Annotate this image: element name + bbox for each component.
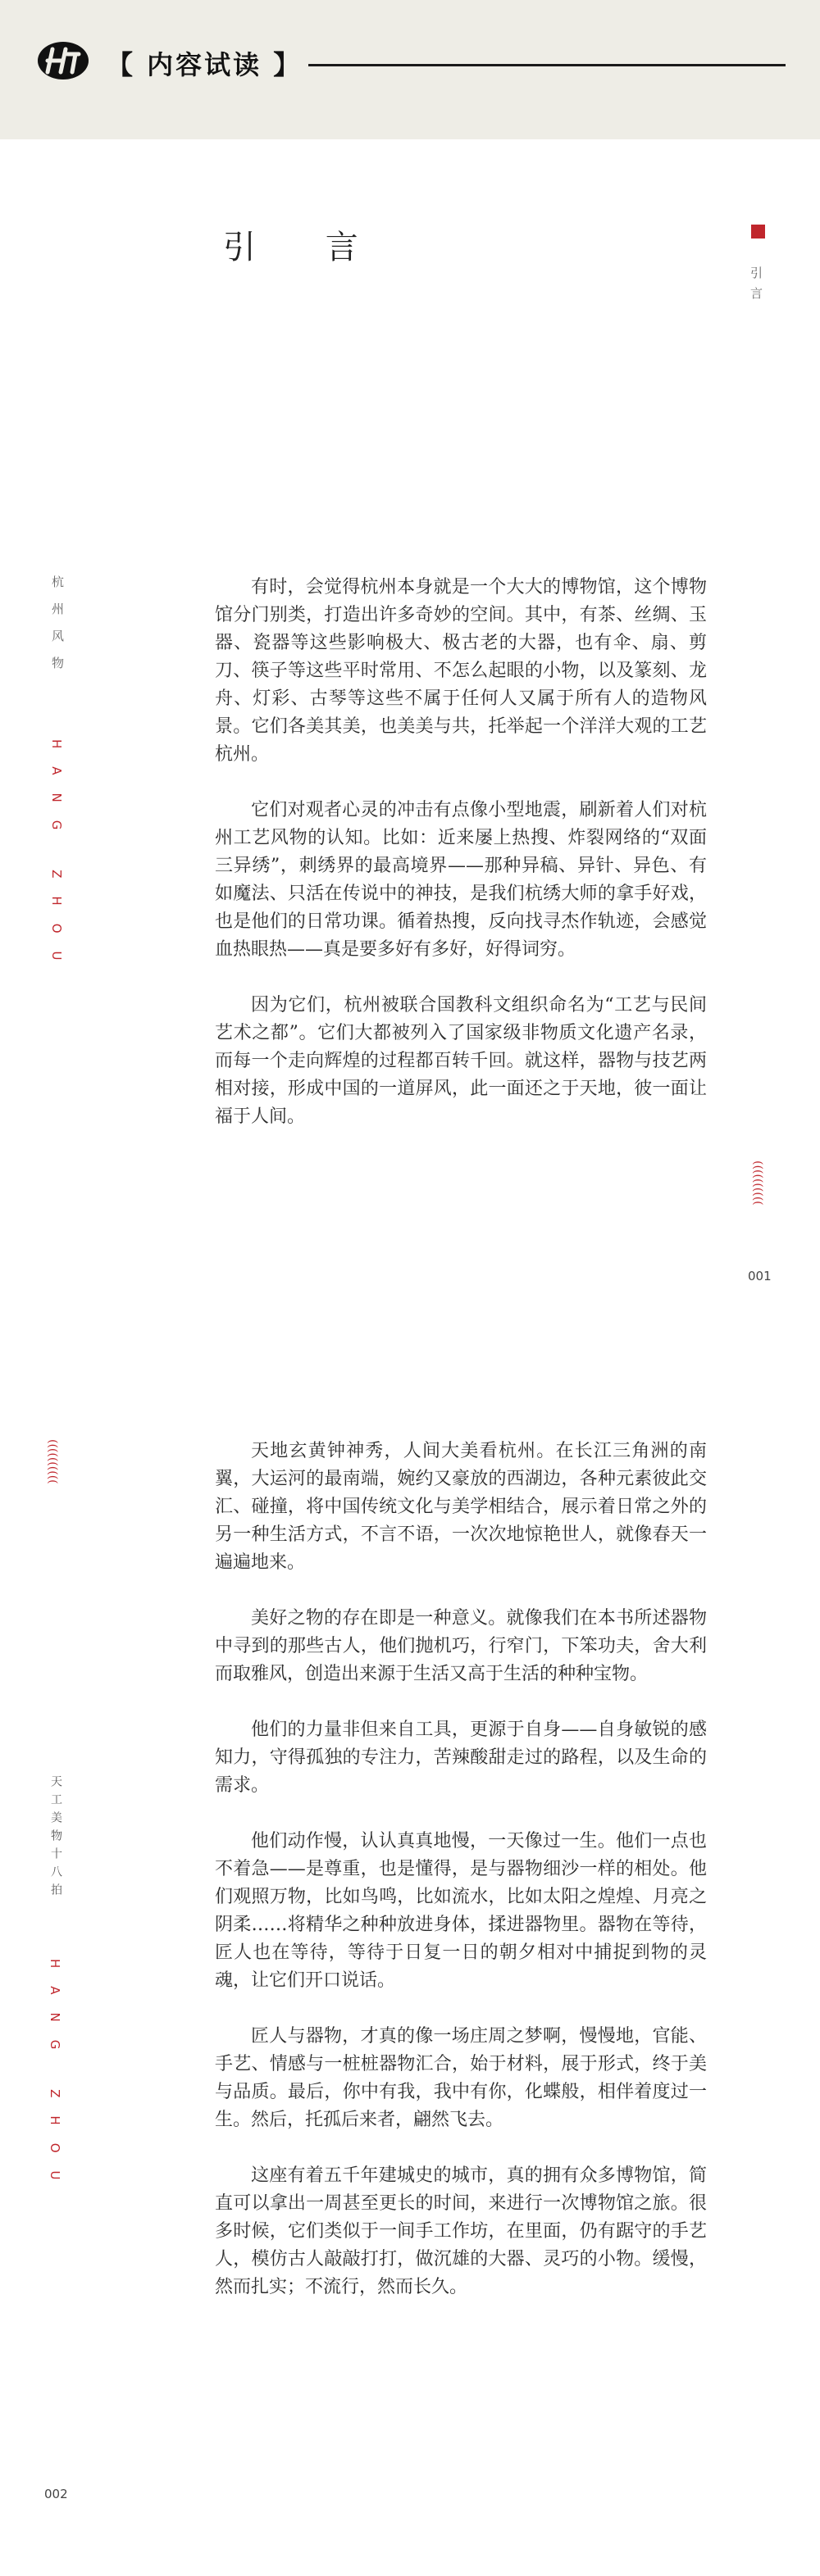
page1-body	[215, 574, 707, 1159]
paragraph: 这座有着五千年建城史的城市，真的拥有众多博物馆，简直可以拿出一周甚至更长的时间，来进行一次博物馆之旅。很多时候，它们类似于一间手工作坊，在里面，仍有踞守的手艺人，模仿古人敲敲打打，做沉雄的大器、灵巧的小物。缓慢，然而扎实；不流行，然而长久。	[215, 2165, 707, 2297]
running-header-left-en: HANG ZHOU	[48, 1959, 62, 2198]
running-header-right: 引言	[749, 266, 763, 307]
paragraph: 他们的力量非但来自工具，更源于自身——自身敏锐的感知力，守得孤独的专注力，苦辣酸甜走过的路程，以及生命的需求。	[215, 1720, 707, 1796]
header-divider	[308, 64, 786, 66]
paragraph: 有时，会觉得杭州本身就是一个大大的博物馆，这个博物馆分门别类，打造出许多奇妙的空间。其中，有茶、丝绸、玉器、瓷器等这些影响极大、极古老的大器，也有伞、扇、剪刀、筷子等这些平时常用、不怎么起眼的小物，以及篆刻、龙舟、灯彩、古琴等这些不属于任何人又属于所有人的造物风景。它们各美其美，也美美与共，托举起一个洋洋大观的工艺杭州。	[215, 577, 707, 765]
running-header-left-en: HANG ZHOU	[49, 739, 64, 979]
page2-body	[215, 1438, 707, 2329]
page-number: 001	[748, 1269, 772, 1283]
brand-logo-icon	[36, 39, 90, 82]
decorative-marks-right: ((((((((((	[751, 1161, 764, 1206]
running-header-left: 杭州风物	[50, 575, 65, 684]
red-square-icon	[751, 225, 765, 239]
page-number: 002	[44, 2487, 68, 2501]
running-header-left: 天工美物十八拍	[49, 1775, 62, 1901]
section-title: 【 内容试读 】	[107, 49, 303, 80]
paragraph: 他们动作慢，认认真真地慢，一天像过一生。他们一点也不着急——是尊重，也是懂得，是与器物细沙一样的相处。他们观照万物，比如鸟鸣，比如流水，比如太阳之煌煌、月亮之阴柔……将精华之种种放进身体，揉进器物里。器物在等待，匠人也在等待，等待于日复一日的朝夕相对中捕捉到物的灵魂，让它们开口说话。	[215, 1831, 707, 1991]
header-bar	[0, 0, 820, 139]
paragraph: 它们对观者心灵的冲击有点像小型地震，刷新着人们对杭州工艺风物的认知。比如：近来屡上热搜、炸裂网络的“双面三异绣”，刺绣界的最高境界——那种异稿、异针、异色、有如魔法、只活在传说中的神技，是我们杭绣大师的拿手好戏，也是他们的日常功课。循着热搜，反向找寻杰作轨迹，会感觉血热眼热——真是要多好有多好，好得词穷。	[215, 800, 707, 960]
chapter-title: 引 言	[223, 229, 388, 266]
decorative-marks-left: ((((((((((	[46, 1439, 59, 1484]
paragraph: 美好之物的存在即是一种意义。就像我们在本书所述器物中寻到的那些古人，他们抛机巧，行窄门，下笨功夫，舍大利而取雅风，创造出来源于生活又高于生活的种种宝物。	[215, 1608, 707, 1684]
paragraph: 因为它们，杭州被联合国教科文组织命名为“工艺与民间艺术之都”。它们大都被列入了国家级非物质文化遗产名录，而每一个走向辉煌的过程都百转千回。就这样，器物与技艺两相对接，形成中国的一道屏风，此一面还之于天地，彼一面让福于人间。	[215, 995, 707, 1127]
paragraph: 天地玄黄钟神秀，人间大美看杭州。在长江三角洲的南翼，大运河的最南端，婉约又豪放的西湖边，各种元素彼此交汇、碰撞，将中国传统文化与美学相结合，展示着日常之外的另一种生活方式，不言不语，一次次地惊艳世人，就像春天一遍遍地来。	[215, 1441, 707, 1573]
paragraph: 匠人与器物，才真的像一场庄周之梦啊，慢慢地，官能、手艺、情感与一桩桩器物汇合，始于材料，展于形式，终于美与品质。最后，你中有我，我中有你，化蝶般，相伴着度过一生。然后，托孤后来者，翩然飞去。	[215, 2026, 707, 2130]
